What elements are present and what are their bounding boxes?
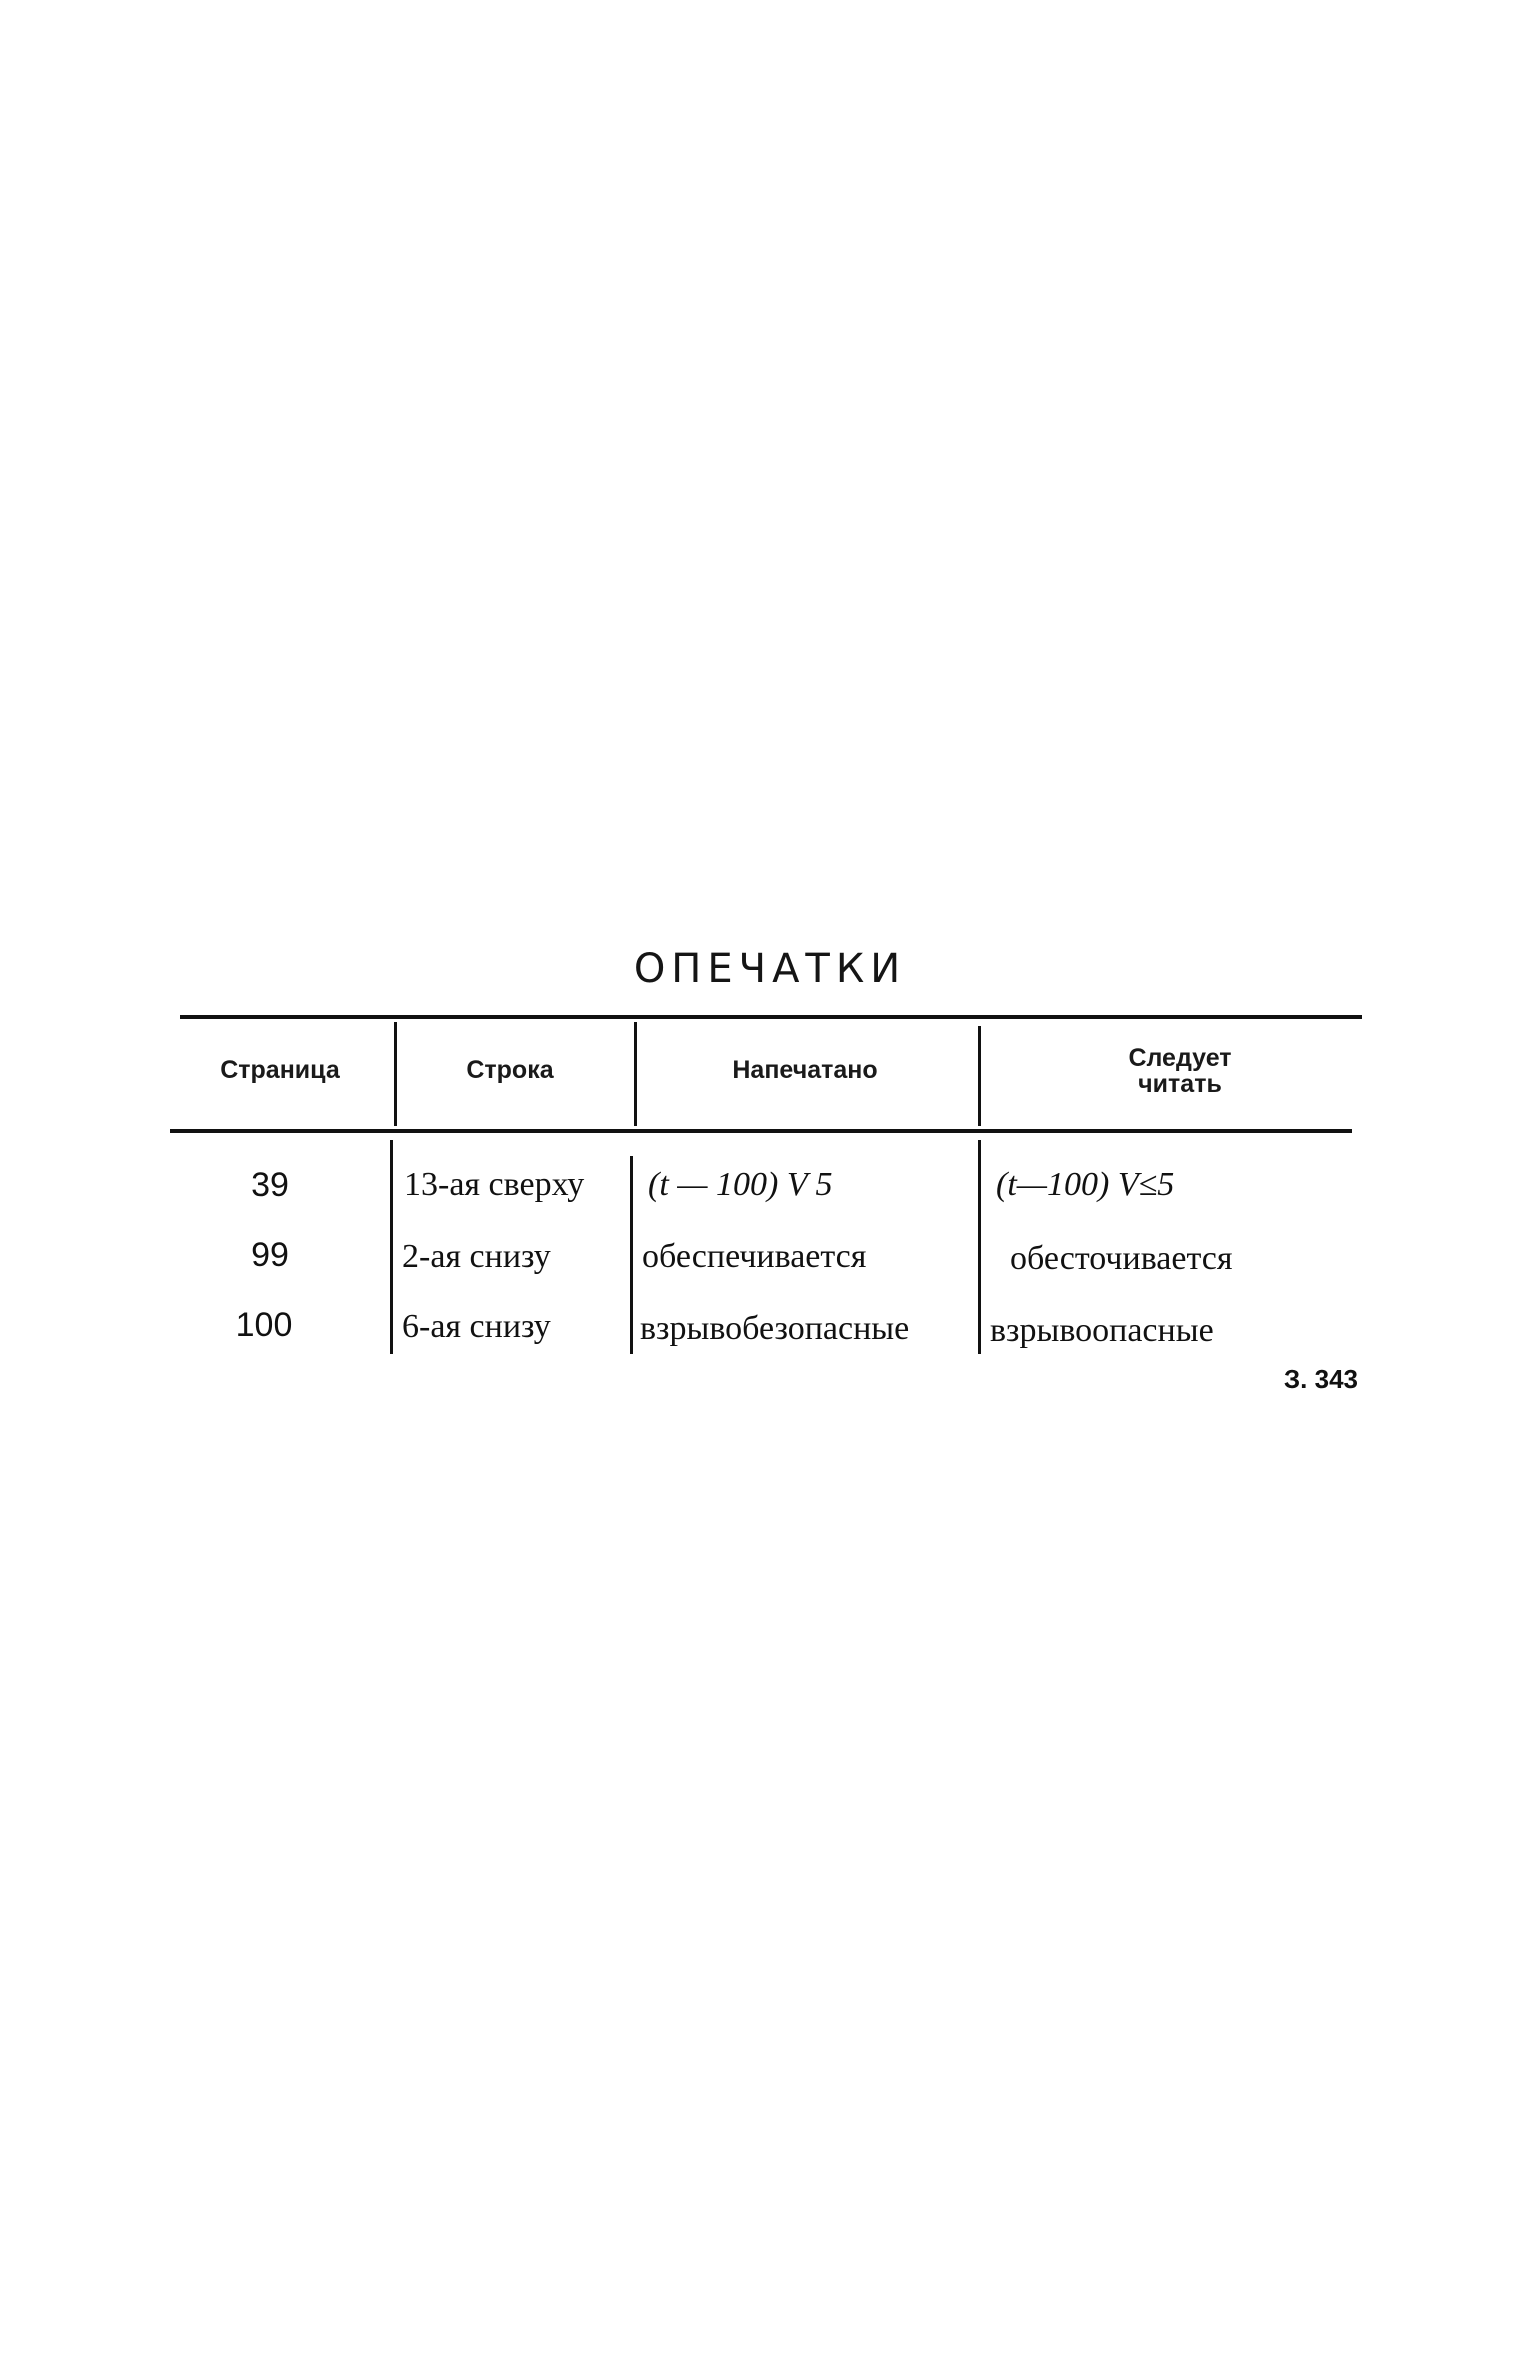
- header-divider-1: [394, 1022, 397, 1126]
- body-divider-2: [630, 1156, 633, 1354]
- table-top-rule: [180, 1015, 1362, 1019]
- row-3-page: 100: [235, 1306, 293, 1344]
- row-3-line: 6-ая снизу: [402, 1308, 551, 1345]
- row-1-line: 13-ая сверху: [404, 1166, 585, 1203]
- row-3-printed: взрывобезопасные: [640, 1310, 910, 1347]
- header-line: Строка: [466, 1056, 554, 1084]
- print-order-mark: З. 343: [1283, 1364, 1358, 1394]
- row-2-page: 99: [251, 1236, 289, 1274]
- row-2-printed: обеспечивается: [642, 1238, 867, 1275]
- header-printed: Напечатано: [732, 1056, 878, 1084]
- row-2-line: 2-ая снизу: [402, 1238, 551, 1275]
- row-2-read: обесточивается: [1010, 1240, 1233, 1277]
- row-1-read: (t—100) V≤5: [996, 1166, 1175, 1203]
- body-divider-1: [390, 1140, 393, 1354]
- header-read-line2: читать: [1138, 1070, 1222, 1098]
- row-1-printed: (t — 100) V 5: [648, 1166, 833, 1203]
- row-1-page: 39: [251, 1166, 289, 1204]
- body-divider-3: [978, 1140, 981, 1354]
- row-3-read: взрывоопасные: [990, 1312, 1214, 1349]
- header-page: Страница: [220, 1056, 340, 1084]
- page-title: ОПЕЧАТКИ: [633, 946, 907, 992]
- table-header-rule: [170, 1129, 1352, 1133]
- header-divider-3: [978, 1026, 981, 1126]
- header-read-line1: Следует: [1128, 1044, 1232, 1072]
- header-divider-2: [634, 1022, 637, 1126]
